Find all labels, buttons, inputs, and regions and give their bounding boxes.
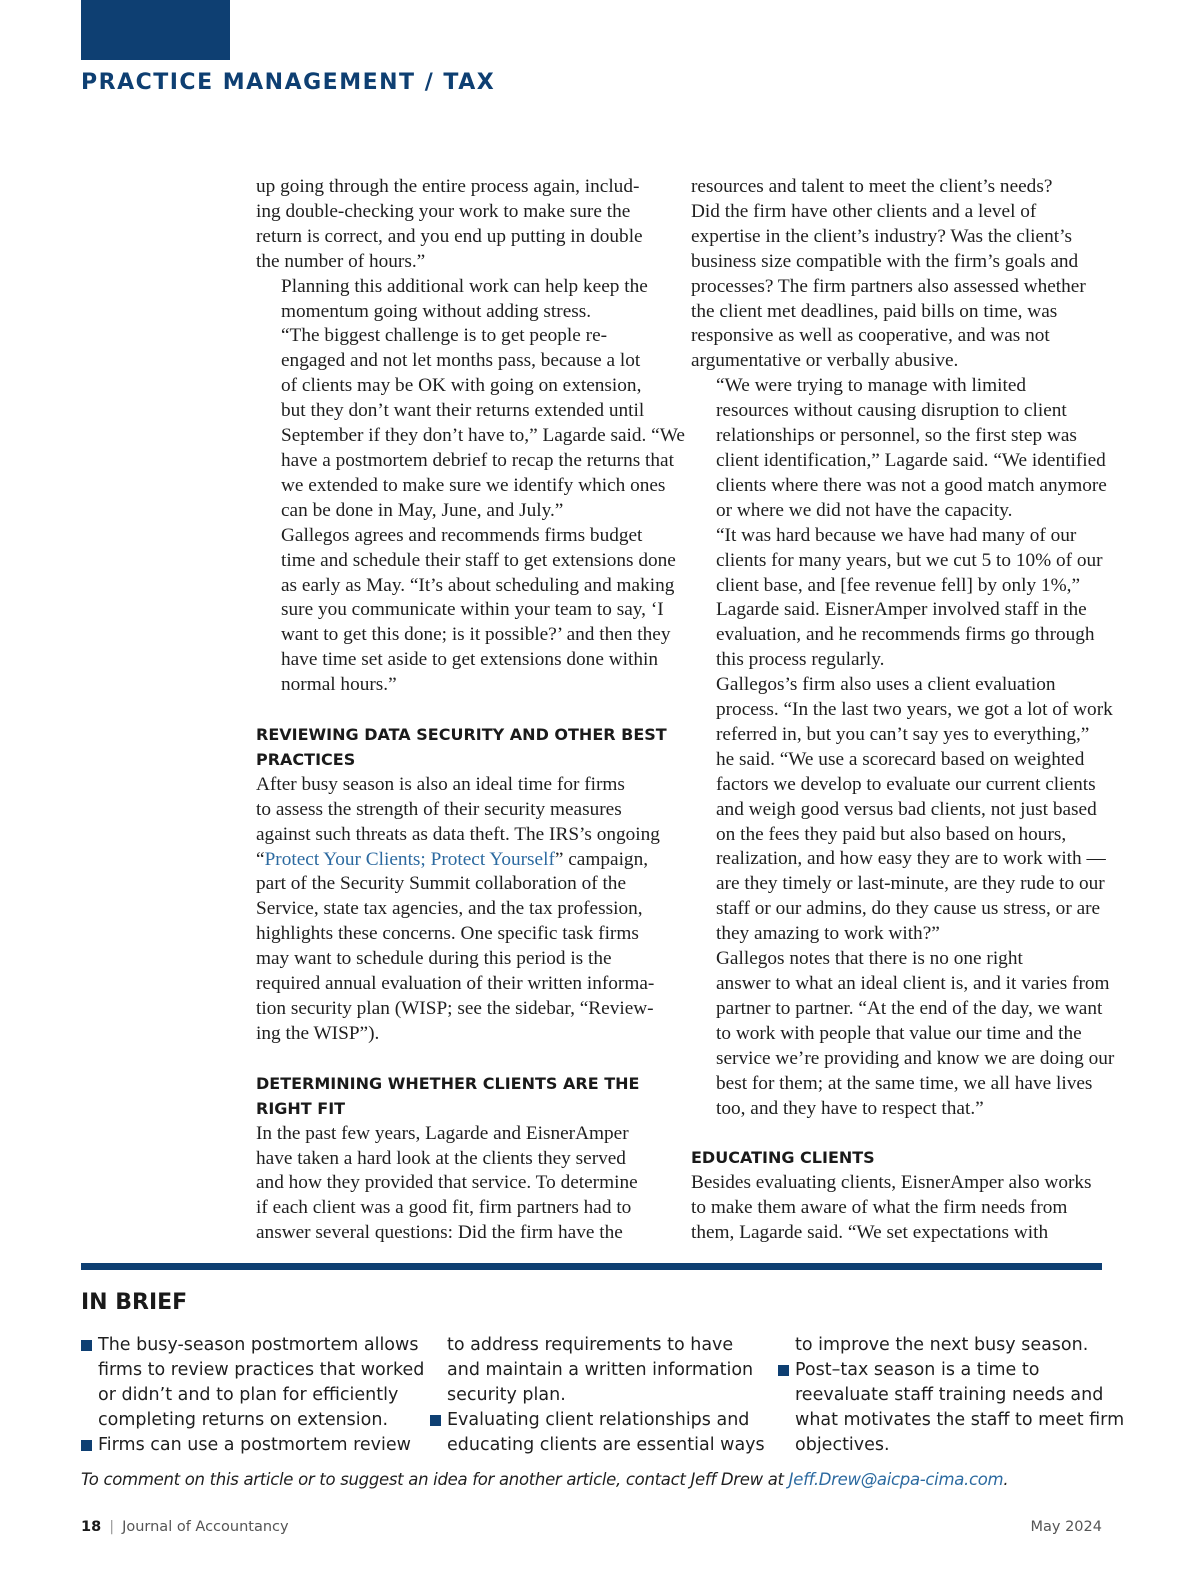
text-line: clients for many years, but we cut 5 to 10% of our: [716, 549, 1103, 571]
text-line: up going through the entire process again, includ-: [256, 176, 640, 197]
text-line: tion security plan (WISP; see the sidebar, “Review-: [256, 998, 654, 1019]
text-line: to make them aware of what the firm needs from: [691, 1197, 1068, 1219]
text-line: and weigh good versus bad clients, not just based: [716, 798, 1097, 820]
text-line: EDUCATING CLIENTS: [691, 1148, 875, 1168]
text-line: evaluation, and he recommends firms go through: [716, 624, 1095, 646]
text-line: time and schedule their staff to get extensions done: [281, 549, 676, 571]
brief-text: objectives.: [795, 1434, 890, 1455]
text-line: “It was hard because we have had many of our: [716, 524, 1077, 546]
text-line: have time set aside to get extensions done within: [281, 649, 658, 671]
paragraph: [256, 175, 666, 275]
brief-text: reevaluate staff training needs and: [795, 1384, 1104, 1405]
text-line: the number of hours.”: [256, 250, 426, 272]
text-line: client base, and [fee revenue fell] by only 1%,”: [716, 574, 1081, 596]
text-line: Lagarde said. EisnerAmper involved staff in the: [716, 599, 1087, 621]
text-line: “The biggest challenge is to get people re-: [281, 325, 608, 347]
brief-line: [778, 1383, 1108, 1408]
text-line: processes? The firm partners also assessed whether: [691, 275, 1086, 297]
in-brief-title: IN BRIEF: [81, 1290, 188, 1315]
text-line: DETERMINING WHETHER CLIENTS ARE THE: [256, 1073, 640, 1093]
text-line: client identification,” Lagarde said. “We identified: [716, 449, 1106, 471]
in-brief-column-1: [81, 1333, 425, 1458]
brief-text: what motivates the staff to meet firm: [795, 1409, 1125, 1430]
bullet-square-icon: [778, 1365, 789, 1376]
paragraph: [691, 1171, 1103, 1246]
comment-note: [81, 1470, 1008, 1489]
brief-text: The busy-season postmortem allows: [98, 1335, 419, 1355]
paragraph: [691, 524, 1103, 673]
text-line: realization, and how easy they are to work with —: [716, 848, 1106, 870]
brief-line: [81, 1358, 425, 1383]
text-line: have a postmortem debrief to recap the returns that: [281, 449, 674, 471]
paragraph: [256, 773, 666, 1047]
text-line: In the past few years, Lagarde and EisnerAmper: [256, 1122, 629, 1144]
text-line: of clients may be OK with going on extension,: [281, 375, 642, 397]
brief-line: [81, 1383, 421, 1408]
text-line: required annual evaluation of their written informa-: [256, 973, 655, 995]
text-line: staff or our admins, do they cause us stress, or are: [716, 898, 1101, 920]
text-line: they amazing to work with?”: [716, 923, 940, 945]
text-line: “We were trying to manage with limited: [716, 375, 1027, 397]
text-line: service we’re providing and know we are doing our: [716, 1047, 1115, 1069]
text-line: want to get this done; is it possible?’ and then they: [281, 624, 671, 646]
text-line: part of the Security Summit collaboration of the: [256, 873, 627, 895]
text-line: may want to schedule during this period is the: [256, 948, 612, 970]
section-heading: [256, 1072, 666, 1122]
comment-end: .: [1003, 1470, 1009, 1489]
footer-separator: |: [109, 1519, 115, 1535]
text-line: clients where there was not a good match anymore: [716, 474, 1107, 496]
link-suffix: ” campaign,: [554, 848, 649, 870]
text-line: momentum going without adding stress.: [281, 300, 592, 322]
text-line: to work with people that value our time and the: [716, 1022, 1082, 1044]
text-line: as early as May. “It’s about scheduling and making: [281, 574, 675, 596]
text-line: them, Lagarde said. “We set expectations with: [691, 1222, 1049, 1244]
text-line: ing double-checking your work to make sure the: [256, 200, 631, 222]
text-line: if each client was a good fit, firm partners had to: [256, 1197, 632, 1219]
paragraph: [691, 374, 1107, 523]
text-line: have taken a hard look at the clients they served: [256, 1147, 626, 1169]
text-line: best for them; at the same time, we all have lives: [716, 1072, 1093, 1094]
text-line: argumentative or verbally abusive.: [691, 350, 959, 372]
brief-text: and maintain a written information: [447, 1359, 754, 1380]
brief-bullet-item: [81, 1333, 421, 1358]
brief-text: or didn’t and to plan for efficiently: [98, 1384, 399, 1405]
paragraph: [691, 673, 1113, 947]
section-label: PRACTICE MANAGEMENT / TAX: [81, 70, 496, 95]
text-line: Service, state tax agencies, and the tax profession,: [256, 898, 643, 920]
header-color-block: [81, 0, 230, 60]
campaign-link[interactable]: Protect Your Clients; Protect Yourself: [264, 848, 555, 870]
text-line: REVIEWING DATA SECURITY AND OTHER BEST: [256, 725, 667, 745]
text-line: answer several questions: Did the firm have the: [256, 1222, 623, 1244]
text-line: but they don’t want their returns extended until: [281, 400, 645, 422]
brief-line: [430, 1358, 760, 1383]
text-line: PRACTICES: [256, 749, 356, 769]
brief-line: [778, 1333, 1108, 1358]
text-line: this process regularly.: [716, 649, 885, 671]
text-line: too, and they have to respect that.”: [716, 1097, 984, 1119]
brief-bullet-item: [778, 1358, 1108, 1383]
brief-text: security plan.: [447, 1384, 566, 1405]
brief-bullet-item: [81, 1433, 421, 1458]
quote-open: “: [256, 848, 265, 870]
article-column-left: [256, 175, 685, 1246]
text-line: are they timely or last-minute, are they rude to our: [716, 873, 1105, 895]
text-line: relationships or personnel, so the first step was: [716, 425, 1077, 447]
brief-text: educating clients are essential ways: [447, 1434, 765, 1455]
article-column-right: [691, 175, 1115, 1246]
footer-left: [81, 1519, 289, 1535]
text-line: he said. “We use a scorecard based on weighted: [716, 748, 1085, 770]
brief-line: [81, 1408, 421, 1433]
text-line: normal hours.”: [281, 674, 397, 696]
brief-line: [778, 1408, 1125, 1433]
section-heading: [256, 723, 666, 773]
text-line: Gallegos’s firm also uses a client evaluation: [716, 674, 1056, 696]
text-line: RIGHT FIT: [256, 1098, 346, 1118]
in-brief-rule: [81, 1263, 1102, 1270]
bullet-square-icon: [81, 1440, 92, 1451]
text-line: ing the WISP”).: [256, 1022, 380, 1044]
text-line: can be done in May, June, and July.”: [281, 499, 564, 521]
brief-bullet-item: [430, 1408, 760, 1433]
brief-text: Firms can use a postmortem review: [98, 1434, 411, 1455]
paragraph: [691, 175, 1103, 374]
text-line: Gallegos notes that there is no one right: [716, 948, 1023, 970]
in-brief-column-2: [430, 1333, 765, 1458]
comment-text: To comment on this article or to suggest an idea for another article, contact Jeff Drew at: [81, 1470, 789, 1489]
text-line: resources and talent to meet the client’s needs?: [691, 176, 1053, 197]
bullet-square-icon: [430, 1415, 441, 1426]
text-line: against such threats as data theft. The IRS’s ongoing: [256, 823, 660, 845]
page-number: 18: [81, 1519, 102, 1535]
brief-text: to address requirements to have: [447, 1335, 734, 1355]
paragraph: [256, 275, 666, 325]
text-line: responsive as well as cooperative, and was not: [691, 325, 1050, 347]
text-line: After busy season is also an ideal time for firms: [256, 773, 625, 795]
brief-text: completing returns on extension.: [98, 1409, 389, 1430]
text-line: we extended to make sure we identify which ones: [281, 474, 666, 496]
issue-date: May 2024: [1030, 1519, 1102, 1535]
brief-text: Evaluating client relationships and: [447, 1409, 750, 1430]
brief-line: [430, 1333, 760, 1358]
text-line: Did the firm have other clients and a level of: [691, 200, 1037, 222]
text-line: factors we develop to evaluate our current clients: [716, 773, 1096, 795]
text-line: highlights these concerns. One specific task firms: [256, 923, 639, 945]
journal-name: Journal of Accountancy: [122, 1519, 289, 1535]
text-line: September if they don’t have to,” Lagarde said. “We: [281, 425, 685, 447]
text-line: engaged and not let months pass, because a lot: [281, 350, 641, 372]
brief-text: firms to review practices that worked: [98, 1359, 425, 1380]
text-line: Planning this additional work can help keep the: [281, 275, 648, 297]
brief-line: [430, 1383, 760, 1408]
text-line: resources without causing disruption to client: [716, 400, 1067, 422]
text-line: [256, 848, 666, 873]
bullet-square-icon: [81, 1340, 92, 1351]
text-line: Besides evaluating clients, EisnerAmper also works: [691, 1172, 1092, 1194]
text-line: referred in, but you can’t say yes to everything,”: [716, 723, 1090, 745]
brief-text: Post–tax season is a time to: [795, 1359, 1040, 1380]
paragraph: [256, 1122, 666, 1247]
paragraph: [691, 947, 1115, 1121]
text-line: and how they provided that service. To determine: [256, 1172, 638, 1194]
text-line: to assess the strength of their security measures: [256, 798, 622, 820]
text-line: answer to what an ideal client is, and it varies from: [716, 973, 1110, 994]
text-line: process. “In the last two years, we got a lot of work: [716, 699, 1113, 721]
text-line: return is correct, and you end up putting in double: [256, 225, 643, 247]
text-line: on the fees they paid but also based on hours,: [716, 823, 1067, 845]
text-line: business size compatible with the firm’s goals and: [691, 250, 1079, 272]
paragraph: [256, 324, 685, 523]
section-heading: [691, 1146, 1103, 1171]
in-brief-column-3: [778, 1333, 1125, 1458]
brief-line: [778, 1433, 1108, 1458]
brief-line: [430, 1433, 765, 1458]
text-line: or where we did not have the capacity.: [716, 499, 1013, 521]
text-line: the client met deadlines, paid bills on time, was: [691, 300, 1058, 322]
brief-text: to improve the next busy season.: [795, 1335, 1089, 1355]
text-line: partner to partner. “At the end of the day, we want: [716, 997, 1103, 1019]
text-line: Gallegos agrees and recommends firms budget: [281, 524, 643, 546]
email-link[interactable]: Jeff.Drew@aicpa-cima.com: [788, 1470, 1004, 1489]
text-line: sure you communicate within your team to say, ‘I: [281, 599, 664, 621]
paragraph: [256, 524, 676, 698]
text-line: expertise in the client’s industry? Was the client’s: [691, 225, 1072, 247]
